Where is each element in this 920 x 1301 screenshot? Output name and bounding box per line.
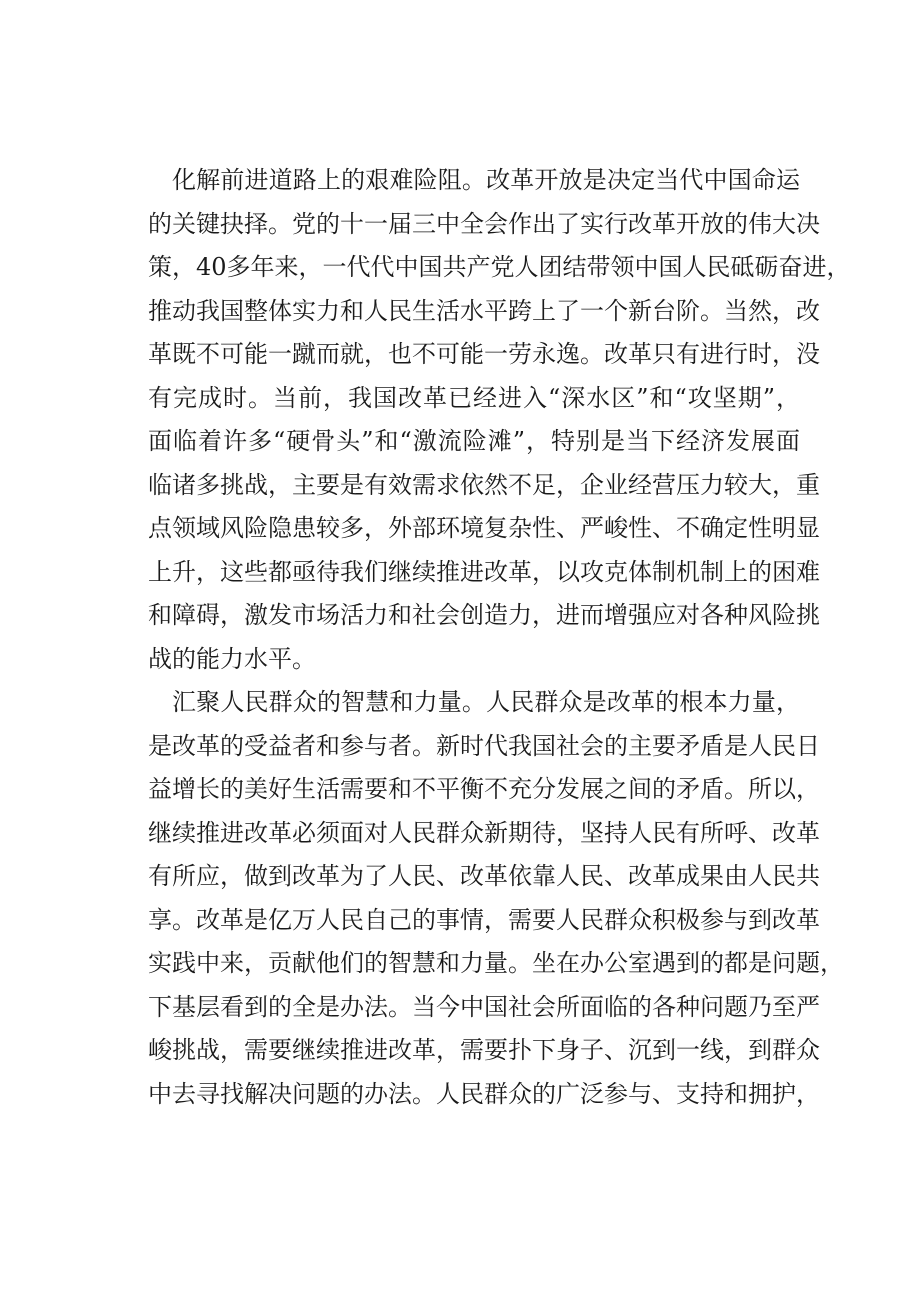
paragraph-1: [148, 159, 851, 681]
paragraph-line: 下基层看到的全是办法。当今中国社会所面临的各种问题乃至严: [148, 992, 820, 1021]
paragraph-line: 继续推进改革必须面对人民群众新期待，坚持人民有所呼、改革: [148, 818, 820, 847]
paragraph-line: 策，40多年来，一代代中国共产党人团结带领中国人民砥砺奋进，: [148, 253, 851, 281]
paragraph-line: 有所应，做到改革为了人民、改革依靠人民、改革成果由人民共: [148, 862, 820, 890]
paragraph-line: 是改革的受益者和参与者。新时代我国社会的主要矛盾是人民日: [148, 731, 820, 760]
paragraph-line: 推动我国整体实力和人民生活水平跨上了一个新台阶。当然，改: [148, 296, 820, 325]
body-text: [148, 159, 851, 1116]
paragraph-line: 峻挑战，需要继续推进改革，需要扑下身子、沉到一线，到群众: [148, 1036, 820, 1064]
paragraph-line: 临诸多挑战，主要是有效需求依然不足，企业经营压力较大，重: [148, 470, 820, 499]
paragraph-line: 革既不可能一蹴而就，也不可能一劳永逸。改革只有进行时，没: [148, 340, 820, 368]
paragraph-2: [148, 681, 844, 1116]
paragraph-line: 汇聚人民群众的智慧和力量。人民群众是改革的根本力量，: [172, 688, 800, 716]
paragraph-line: 和障碍，激发市场活力和社会创造力，进而增强应对各种风险挑: [148, 601, 820, 629]
paragraph-line: 上升，这些都亟待我们继续推进改革，以攻克体制机制上的困难: [148, 557, 820, 586]
paragraph-line: 有完成时。当前，我国改革已经进入“深水区”和“攻坚期”，: [148, 383, 800, 412]
paragraph-line: 点领域风险隐患较多，外部环境复杂性、严峻性、不确定性明显: [148, 514, 820, 542]
paragraph-line: 化解前进道路上的艰难险阻。改革开放是决定当代中国命运: [172, 166, 800, 194]
paragraph-line: 面临着许多“硬骨头”和“激流险滩”，特别是当下经济发展面: [148, 427, 800, 455]
paragraph-line: 实践中来，贡献他们的智慧和力量。坐在办公室遇到的都是问题，: [148, 949, 844, 977]
paragraph-line: 的关键抉择。党的十一届三中全会作出了实行改革开放的伟大决: [148, 209, 820, 238]
paragraph-line: 享。改革是亿万人民自己的事情，需要人民群众积极参与到改革: [148, 905, 820, 934]
paragraph-line: 益增长的美好生活需要和不平衡不充分发展之间的矛盾。所以，: [148, 775, 820, 803]
paragraph-line: 战的能力水平。: [148, 644, 316, 673]
paragraph-line: 中去寻找解决问题的办法。人民群众的广泛参与、支持和拥护，: [148, 1079, 820, 1108]
